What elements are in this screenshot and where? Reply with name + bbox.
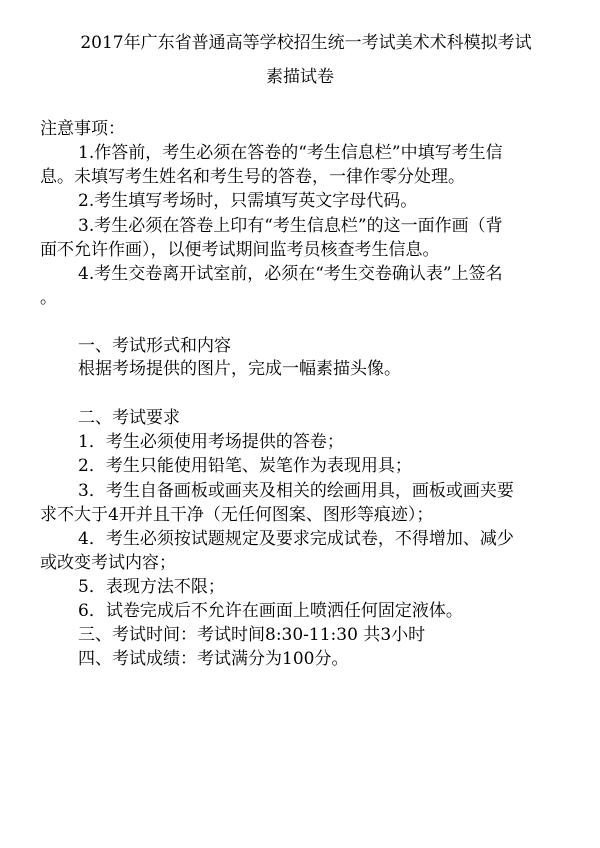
section3-exam-time: 三、考试时间：考试时间8:30-11:30 共3小时 (78, 625, 426, 645)
notes-heading: 注意事项： (40, 119, 125, 139)
note-line: 。 (40, 288, 57, 308)
note-line: 息。未填写考生姓名和考生号的答卷，一律作零分处理。 (40, 167, 465, 187)
requirement-line: 求不大于4开并且干净（无任何图案、图形等痕迹）； (40, 505, 434, 525)
requirement-line: 6．试卷完成后不允许在画面上喷洒任何固定液体。 (78, 601, 463, 621)
section1-text: 根据考场提供的图片，完成一幅素描头像。 (78, 359, 401, 379)
note-line: 3.考生必须在答卷上印有“考生信息栏”的这一面作画（背 (78, 216, 503, 236)
requirement-line: 2．考生只能使用铅笔、炭笔作为表现用具； (78, 456, 412, 476)
requirement-line: 4．考生必须按试题规定及要求完成试卷，不得增加、减少 (78, 529, 514, 549)
requirement-line: 或改变考试内容； (40, 553, 176, 573)
section2-heading: 二、考试要求 (78, 408, 180, 428)
requirement-line: 5．表现方法不限； (78, 577, 225, 597)
note-line: 4.考生交卷离开试室前，必须在“考生交卷确认表”上签名 (78, 264, 503, 284)
section4-exam-score: 四、考试成绩：考试满分为100分。 (78, 649, 349, 669)
requirement-line: 1．考生必须使用考场提供的答卷； (78, 432, 344, 452)
document-subtitle: 素描试卷 (266, 67, 334, 87)
note-line: 2.考生填写考场时，只需填写英文字母代码。 (78, 191, 418, 211)
note-line: 面不允许作画），以便考试期间监考员核查考生信息。 (40, 240, 440, 260)
requirement-line: 3．考生自备画板或画夹及相关的绘画用具，画板或画夹要 (78, 481, 514, 501)
note-line: 1.作答前，考生必须在答卷的“考生信息栏”中填写考生信 (78, 143, 503, 163)
document-title: 2017年广东省普通高等学校招生统一考试美术术科模拟考试 (80, 33, 532, 53)
section1-heading: 一、考试形式和内容 (78, 336, 231, 356)
